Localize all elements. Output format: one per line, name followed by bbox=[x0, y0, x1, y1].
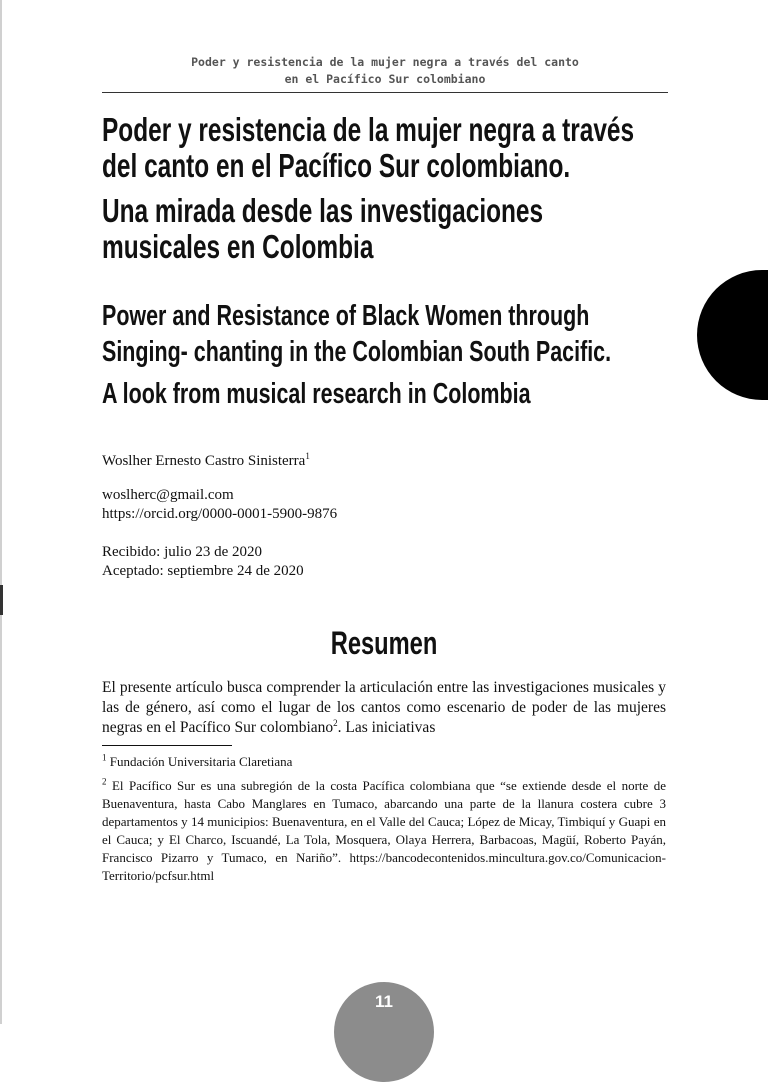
dates-block bbox=[102, 543, 304, 581]
footnote-2-text: El Pacífico Sur es una subregión de la costa Pacífica colombiana que “se extiende desde el norte de Buenaventura, hasta Cabo Manglares en Tumaco, abarcando una parte de la llanura costera cubre 3 departamentos y 14 municipios: Buenaventura, en el Valle del Cauca; López de Micay, Timbiquí y Guapi en el Cauca; y El Charco, Iscuandé, La Tola, Mosquera, Olaya Herrera, Barbacoas, Magüí, Roberto Payán, Francisco Pizarro y Tumaco, en Nariño”. https://bancodecontenidos.mincultura.gov.co/Comunicacion-Territorio/pcfsur.html bbox=[102, 778, 667, 883]
footnote-1-number: 1 bbox=[102, 752, 107, 763]
chapter-tab-marker bbox=[697, 270, 768, 400]
title-es-line-3: Una mirada desde las investigaciones bbox=[102, 192, 544, 229]
author-orcid-link[interactable]: https://orcid.org/0000-0001-5900-9876 bbox=[102, 506, 338, 522]
title-english bbox=[102, 298, 611, 412]
resumen-footnote-ref: 2 bbox=[333, 717, 338, 728]
running-header bbox=[102, 54, 668, 88]
title-spanish bbox=[102, 112, 634, 265]
footnote-separator bbox=[102, 745, 232, 746]
resumen-text: El presente artículo busca comprender la articulación entre las investigaciones musicales y las de género, así como el lugar de los cantos como escenario de poder de las mujeres negras en el Pacífico Sur colombiano bbox=[102, 679, 666, 736]
author-name: Woslher Ernesto Castro Sinisterra bbox=[102, 453, 306, 469]
title-es-line-4: musicales en Colombia bbox=[102, 228, 374, 265]
resumen-text-continued: . Las iniciativas bbox=[337, 719, 436, 736]
running-header-line-2: en el Pacífico Sur colombiano bbox=[284, 72, 486, 86]
contact-block bbox=[102, 486, 337, 524]
footnote-2 bbox=[102, 777, 666, 885]
footnote-1 bbox=[102, 753, 666, 771]
page-edge-rule bbox=[0, 0, 2, 1024]
received-date: Recibido: julio 23 de 2020 bbox=[102, 544, 262, 560]
resumen-heading bbox=[0, 624, 768, 662]
page-edge-mark bbox=[0, 585, 3, 615]
page-number: 11 bbox=[375, 992, 393, 1011]
author-block bbox=[102, 452, 310, 471]
title-en-line-2: Singing- chanting in the Colombian South Pacific. bbox=[102, 336, 612, 368]
header-rule bbox=[102, 92, 668, 93]
title-es-line-1: Poder y resistencia de la mujer negra a través bbox=[102, 111, 635, 148]
footnote-2-number: 2 bbox=[102, 776, 107, 787]
title-es-line-2: del canto en el Pacífico Sur colombiano. bbox=[102, 147, 571, 184]
resumen-paragraph bbox=[102, 678, 666, 738]
author-email[interactable]: woslherc@gmail.com bbox=[102, 487, 234, 503]
title-en-line-3: A look from musical research in Colombia bbox=[102, 378, 531, 410]
running-header-line-1: Poder y resistencia de la mujer negra a través del canto bbox=[191, 55, 579, 69]
title-en-line-1: Power and Resistance of Black Women through bbox=[102, 300, 590, 332]
resumen-heading-text: Resumen bbox=[330, 625, 438, 661]
footnote-1-text: Fundación Universitaria Claretiana bbox=[109, 754, 293, 769]
author-footnote-ref: 1 bbox=[305, 451, 310, 461]
accepted-date: Aceptado: septiembre 24 de 2020 bbox=[102, 563, 304, 579]
